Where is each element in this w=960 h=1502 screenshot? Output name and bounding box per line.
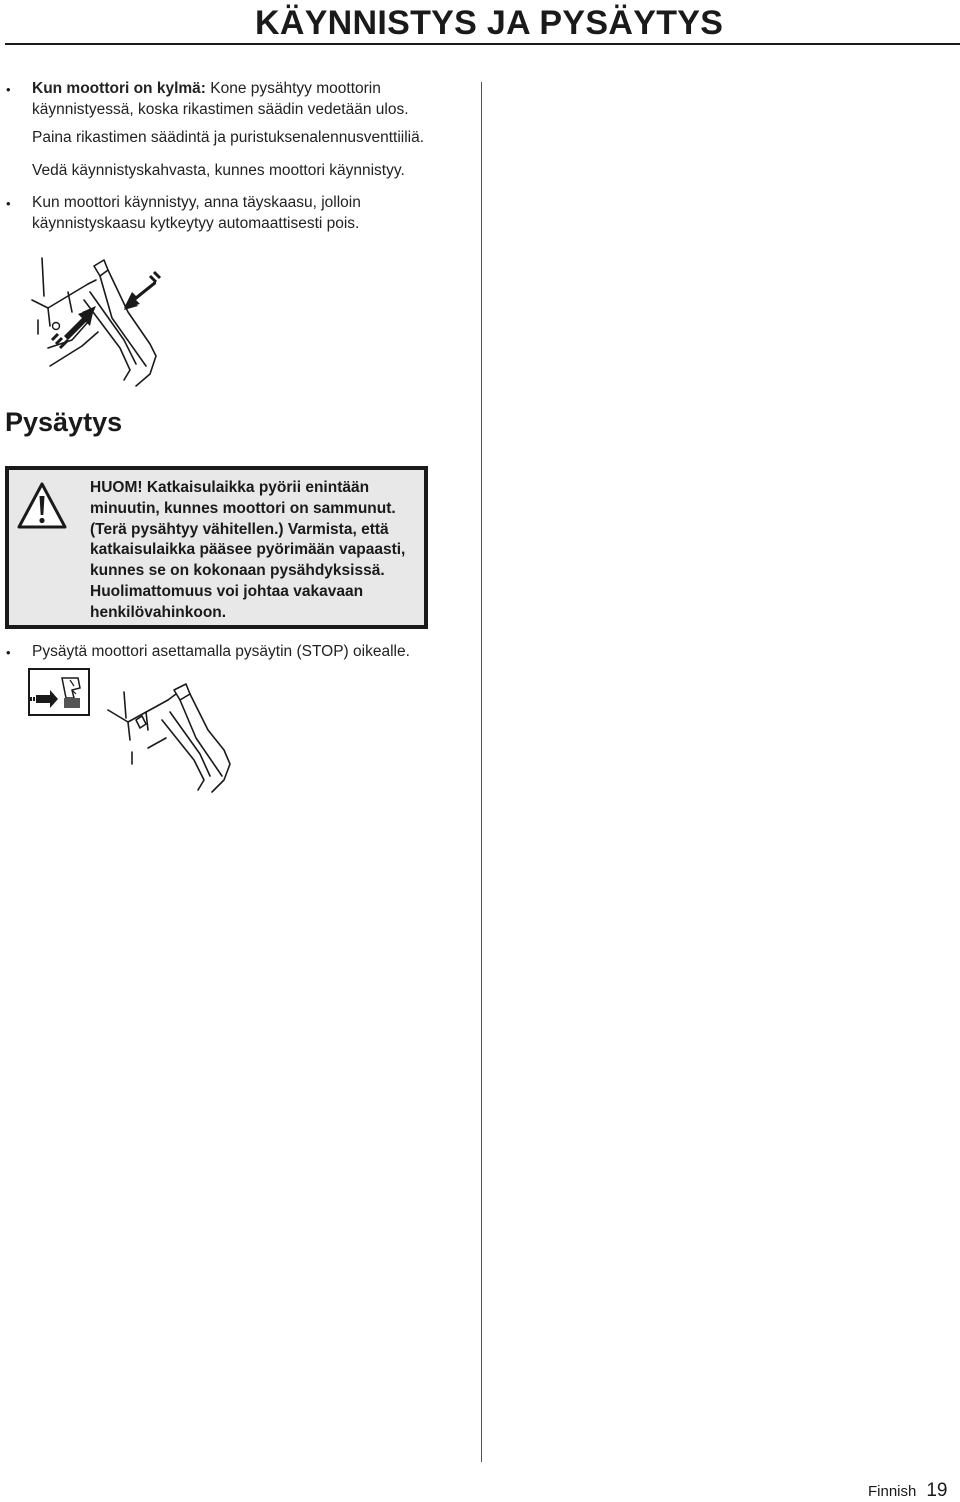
footer-language: Finnish <box>868 1483 917 1500</box>
screw-icon <box>53 323 60 330</box>
stop-engine-paragraph: Pysäytä moottori asettamalla pysäytin (STOP) oikealle. <box>32 643 410 660</box>
warning-triangle-icon <box>17 482 67 530</box>
stop-switch-icon <box>29 669 89 715</box>
page-footer <box>868 1480 948 1502</box>
arrow-icon <box>52 306 96 348</box>
warning-text: HUOM! Katkaisulaikka pyörii enintään minuutin, kunnes moottori on sammunut. (Terä pysähtyy vähitellen.) Varmista, että katkaisulaikka pääsee pyörimään vapaasti, kunnes se on kokonaan pysähdyksissä. Huolimattomuus voi johtaa vakavaan henkilövahinkoon. <box>90 479 406 621</box>
header-rule <box>5 43 960 45</box>
cold-engine-label: Kun moottori on kylmä: <box>32 80 206 97</box>
bullet-dot: • <box>6 645 11 660</box>
section-heading-stop: Pysäytys <box>5 407 123 437</box>
bullet-dot: • <box>6 82 11 97</box>
throttle-handle-figure <box>28 248 168 398</box>
stop-switch-figure <box>28 668 238 798</box>
warning-box <box>5 466 428 629</box>
column-divider <box>481 82 482 1462</box>
page-title: KÄYNNISTYS JA PYSÄYTYS <box>255 4 724 42</box>
cold-engine-text: Kone pysähtyy moottorin käynnistyessä, koska rikastimen säädin vedetään ulos. <box>32 80 409 118</box>
pull-starter-paragraph: Vedä käynnistyskahvasta, kunnes moottori käynnistyy. <box>32 162 405 179</box>
arrow-icon <box>124 272 160 310</box>
press-choke-paragraph: Paina rikastimen säädintä ja puristuksenalennusventtiiliä. <box>32 129 425 146</box>
bullet-dot: • <box>6 196 11 211</box>
full-throttle-paragraph: Kun moottori käynnistyy, anna täyskaasu, jolloin käynnistyskaasu kytkeytyy automaattisesti pois. <box>32 194 361 232</box>
page-number: 19 <box>926 1480 948 1501</box>
cold-engine-paragraph <box>32 78 472 120</box>
